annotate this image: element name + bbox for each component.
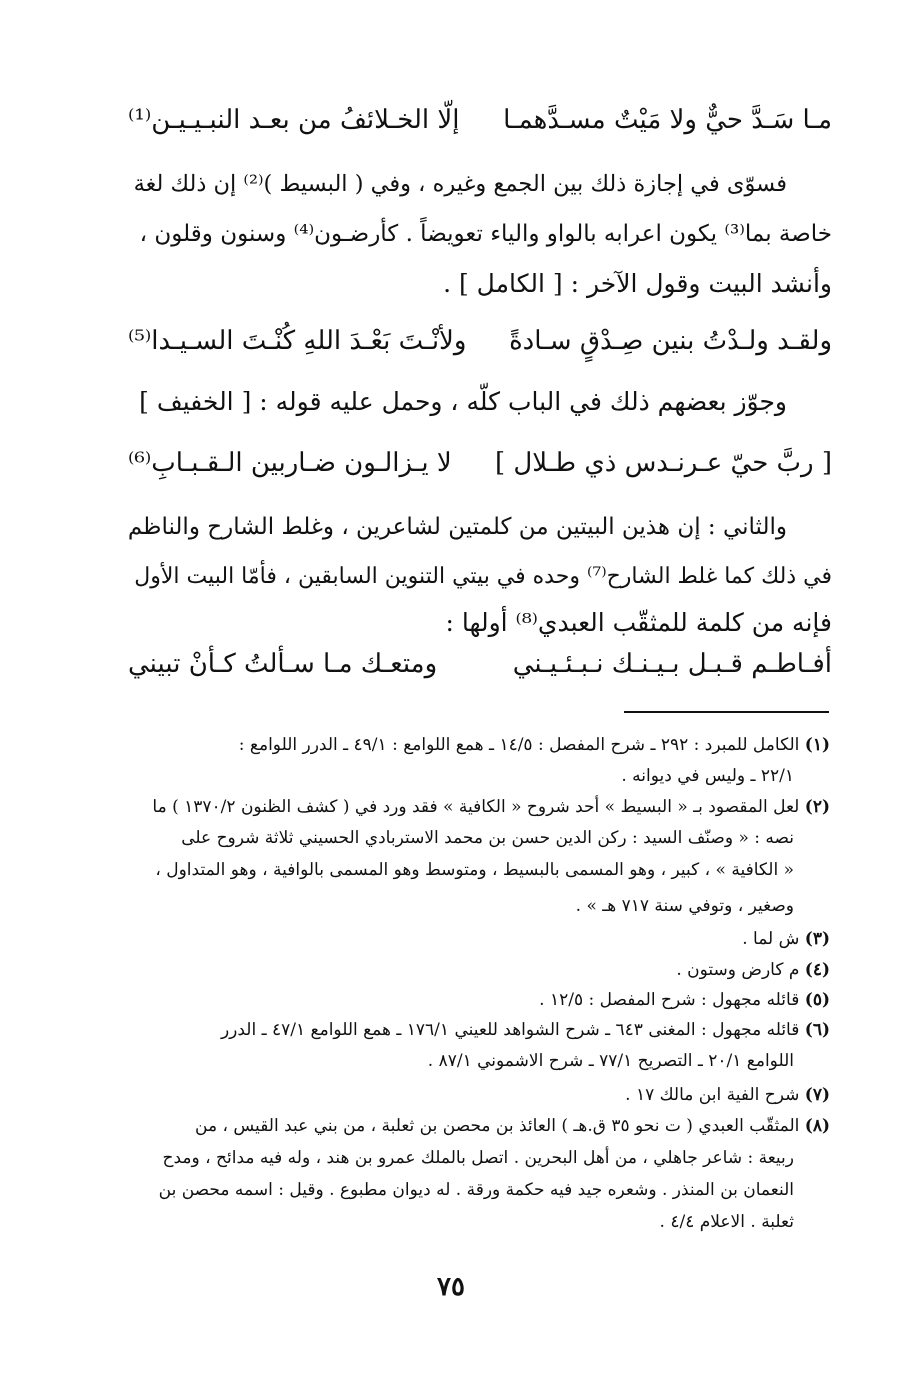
paragraph-1-line-2: خاصة بما⁽³⁾ يكون اعرابه بالواو والياء تعويضاً . كأرضـون⁽⁴⁾ وسنون وقلون ، — [139, 221, 832, 247]
footnote-6: (٦) قائله مجهول : المغنى ٦٤٣ ـ شرح الشواهد للعيني ١٧٦/١ ـ همع اللوامع ٤٧/١ ـ الدرر — [220, 1020, 830, 1040]
paragraph-3-line-3: فإنه من كلمة للمثقّب العبدي⁽⁸⁾ أولها : — [445, 608, 832, 637]
footnote-4: (٤) م كارض وستون . — [676, 960, 830, 980]
page-number: ٧٥ — [437, 1272, 465, 1302]
footnote-5: (٥) قائله مجهول : شرح المفصل : ١٢/٥ . — [539, 990, 830, 1010]
footnote-2-continued: « الكافية » ، كبير ، وهو المسمى بالبسيط ، ومتوسط وهو المسمى بالوافية ، وهو المتداول ، — [155, 860, 794, 880]
verse-2 — [128, 318, 832, 364]
footnote-separator — [624, 711, 829, 713]
verse-4-second-hemistich: ومتعـك مـا سـألتُ كـأنْ تبيني — [128, 649, 438, 679]
footnote-3: (٣) ش لما . — [742, 929, 830, 949]
paragraph-3-line-1: والثاني : إن هذين البيتين من كلمتين لشاعرين ، وغلط الشارح والناظم — [127, 514, 787, 540]
verse-3-first-hemistich: [ ربَّ حيّ عـرنـدس ذي طـلال ] — [494, 448, 832, 478]
footnote-8: (٨) المثقّب العبدي ( ت نحو ٣٥ ق.هـ ) العائذ بن محصن بن ثعلبة ، من بني عبد القيس ، من — [195, 1116, 830, 1136]
footnote-8-continued: ثعلبة . الاعلام ٤/٤ . — [659, 1212, 794, 1232]
paragraph-3-line-2: في ذلك كما غلط الشارح⁽⁷⁾ وحده في بيتي التنوين السابقين ، فأمّا البيت الأول — [134, 564, 832, 589]
footnote-1-continued: ٢٢/١ ـ وليس في ديوانه . — [621, 766, 794, 786]
verse-3-second-hemistich: لا يـزالـون ضـاربين الـقـبـابِ⁽⁶⁾ — [128, 448, 452, 478]
verse-3 — [128, 440, 832, 486]
footnote-1: (١) الكامل للمبرد : ٢٩٢ ـ شرح المفصل : ١٤/٥ ـ همع اللوامع : ٤٩/١ ـ الدرر اللوامع : — [238, 735, 830, 755]
footnote-2-continued: نصه : « وصنّف السيد : ركن الدين حسن بن محمد الاستربادي الحسيني ثلاثة شروح على — [181, 828, 794, 848]
footnote-8-continued: ربيعة : شاعر جاهلي ، من أهل البحرين . اتصل بالملك عمرو بن هند ، وله فيه مدائح ، ومدح — [162, 1148, 794, 1168]
paragraph-2: وجوّز بعضهم ذلك في الباب كلّه ، وحمل عليه قوله : [ الخفيف ] — [139, 387, 787, 416]
verse-4-first-hemistich: أفـاطـم قـبـل بـيـنـك نـبـئـيـني — [512, 649, 832, 679]
footnote-8-continued: النعمان بن المنذر . وشعره جيد فيه حكمة ورقة . له ديوان مطبوع . وقيل : اسمه محصن بن — [158, 1180, 794, 1200]
paragraph-1-line-3: وأنشد البيت وقول الآخر : [ الكامل ] . — [443, 269, 832, 298]
verse-1 — [128, 97, 832, 143]
verse-1-first-hemistich: مـا سَـدَّ حيٌّ ولا مَيْتٌ مسـدَّهمـا — [503, 105, 832, 135]
footnote-7: (٧) شرح الفية ابن مالك ١٧ . — [625, 1085, 830, 1105]
verse-4 — [128, 641, 832, 687]
footnote-2-continued: وصغير ، وتوفي سنة ٧١٧ هـ » . — [575, 896, 794, 916]
footnote-2: (٢) لعل المقصود بـ « البسيط » أحد شروح « الكافية » فقد ورد في ( كشف الظنون ١٣٧٠/٢ ) ما — [152, 797, 830, 817]
paragraph-1-line-1: فسوّى في إجازة ذلك بين الجمع وغيره ، وفي ( البسيط )⁽²⁾ إن ذلك لغة — [133, 171, 787, 197]
verse-1-second-hemistich: إلّا الخـلائفُ من بعـد النبـيـيـن⁽¹⁾ — [128, 105, 460, 135]
verse-2-first-hemistich: ولقـد ولـدْتُ بنين صِـدْقٍ سـادةً — [509, 326, 832, 356]
verse-2-second-hemistich: ولأنْـتَ بَعْـدَ اللهِ كُنْـتَ السـيـدا⁽⁵⁾ — [128, 326, 467, 356]
footnote-6-continued: اللوامع ٢٠/١ ـ التصريح ٧٧/١ ـ شرح الاشموني ٨٧/١ . — [427, 1051, 794, 1071]
